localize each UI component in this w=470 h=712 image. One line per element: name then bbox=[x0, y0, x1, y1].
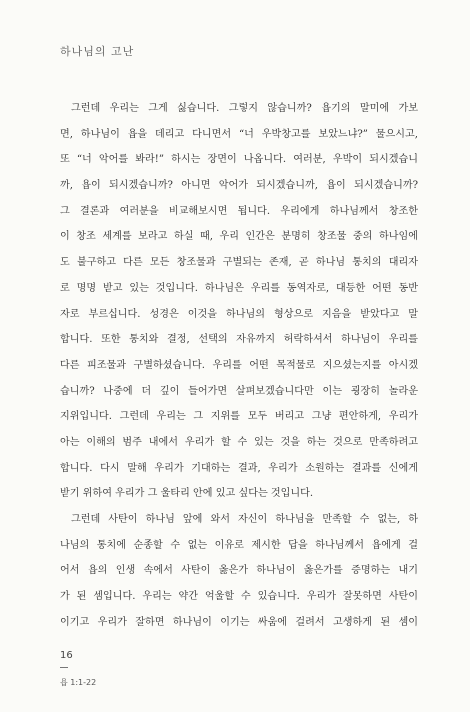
text-line: 나님의 통치에 순종할 수 없는 이유로 제시한 답을 하나님께서 욥에게 걸 bbox=[60, 539, 418, 551]
text-line: 다른 피조물과 구별하셨습니다. 우리를 어떤 목적물로 지으셨는지를 아시겠 bbox=[60, 359, 418, 371]
text-line: 도 불구하고 다른 모든 창조물과 구별되는 존재, 곧 하나님 통치의 대리자 bbox=[60, 257, 418, 269]
text-line: 면, 하나님이 욥을 데리고 다니면서 “너 우박창고를 보았느냐?” 물으시고, bbox=[60, 128, 418, 140]
text-line: 지위입니다. 그런데 우리는 그 지위를 모두 버리고 그냥 편안하게, 우리가 bbox=[60, 411, 418, 423]
paragraph bbox=[60, 96, 418, 507]
text-line: 합니다. 다시 말해 우리가 기대하는 결과, 우리가 소원하는 결과를 신에게 bbox=[60, 462, 418, 474]
text-line: 자로 부르십니다. 성경은 이것을 하나님의 형상으로 지음을 받았다고 말 bbox=[60, 308, 418, 320]
text-line: 그 결론과 여러분을 비교해보시면 됩니다. 우리에게 하나님께서 창조한 bbox=[60, 205, 418, 217]
text-line: 까, 욥이 되시겠습니까? 아니면 악어가 되시겠습니까, 욥이 되시겠습니까? bbox=[60, 180, 418, 192]
text-line: 습니까? 나중에 더 깊이 들어가면 살펴보겠습니다만 이는 굉장히 놀라운 bbox=[60, 385, 418, 397]
page-number: 16 bbox=[60, 650, 73, 661]
running-header: 하나님의 고난 bbox=[60, 45, 135, 58]
text-line: 가 된 셈입니다. 우리는 약간 억울할 수 있습니다. 우리가 잘못하면 사탄이 bbox=[60, 591, 418, 603]
text-line: 받기 위하여 우리가 그 울타리 안에 있고 싶다는 것입니다. bbox=[60, 488, 314, 500]
paragraph bbox=[60, 507, 418, 635]
text-line: 로 명명 받고 있는 것입니다. 하나님은 우리를 동역자로, 대등한 어떤 동반 bbox=[60, 282, 418, 294]
scripture-reference: 욥 1:1-22 bbox=[60, 678, 97, 687]
text-line: 또 “너 악어를 봐라!” 하시는 장면이 나옵니다. 여러분, 우박이 되시겠습니 bbox=[60, 154, 418, 166]
text-line: 그런데 사탄이 하나님 앞에 와서 자신이 하나님을 만족할 수 없는, 하 bbox=[71, 514, 418, 525]
text-line: 이 창조 세계를 보라고 하실 때, 우리 인간은 분명히 창조물 중의 하나임에 bbox=[60, 231, 418, 243]
footer-rule bbox=[60, 667, 68, 668]
text-line: 어서 욥의 인생 속에서 사탄이 옳은가 하나님이 옳은가를 증명하는 내기 bbox=[60, 565, 418, 577]
body-text bbox=[60, 96, 418, 635]
text-line: 합니다. 또한 통치와 결정, 선택의 자유까지 허락하셔서 하나님이 우리를 bbox=[60, 334, 418, 346]
text-line: 아는 이해의 범주 내에서 우리가 할 수 있는 것을 하는 것으로 만족하려고 bbox=[60, 436, 418, 448]
text-line: 그런데 우리는 그게 싫습니다. 그렇지 않습니까? 욥기의 말미에 가보 bbox=[71, 103, 418, 114]
text-line: 이기고 우리가 잘하면 하나님이 이기는 싸움에 걸려서 고생하게 된 셈이 bbox=[60, 616, 418, 628]
